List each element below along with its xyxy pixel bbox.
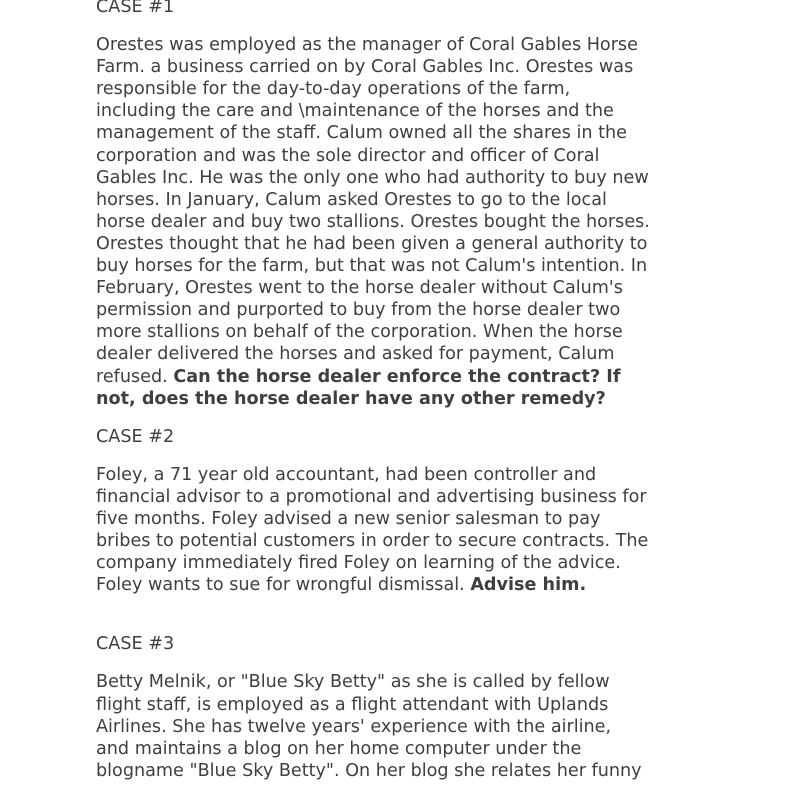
case-2-line: five months. Foley advised a new senior salesman to pay [96, 508, 601, 529]
case-3-heading: CASE #3 [96, 634, 175, 655]
case-1-line: horses. In January, Calum asked Orestes to go to the local [96, 189, 607, 210]
case-1-plain-text: refused. [96, 366, 174, 387]
case-1-question-line [96, 366, 716, 388]
case-1-line: dealer delivered the horses and asked for payment, Calum [96, 344, 615, 365]
document-page [96, 0, 716, 782]
case-2-line: company immediately fired Foley on learning of the advice. [96, 553, 621, 574]
case-2-line: financial advisor to a promotional and advertising business for [96, 486, 647, 507]
case-1-line: Gables Inc. He was the only one who had authority to buy new [96, 167, 649, 188]
case-1-line: February, Orestes went to the horse dealer without Calum's [96, 278, 623, 299]
case-3-body [96, 671, 716, 781]
case-1-question: Can the horse dealer enforce the contract? If [173, 366, 621, 387]
case-2-line: Foley, a 71 year old accountant, had been controller and [96, 464, 597, 485]
case-2-heading: CASE #2 [96, 426, 175, 447]
case-1-question-continued: not, does the horse dealer have any other remedy? [96, 388, 606, 409]
case-2-plain-text: Foley wants to sue for wrongful dismissal. [96, 575, 471, 596]
case-1-body [96, 34, 716, 410]
case-1-line: Farm. a business carried on by Coral Gables Inc. Orestes was [96, 57, 634, 78]
case-1-line: including the care and \maintenance of the horses and the [96, 101, 614, 122]
case-2-question-line [96, 574, 716, 596]
case-1-line: Orestes was employed as the manager of Coral Gables Horse [96, 35, 638, 56]
case-2-line: bribes to potential customers in order to secure contracts. The [96, 531, 649, 552]
case-2-body [96, 464, 716, 597]
case-1-line: responsible for the day-to-day operations of the farm, [96, 79, 571, 100]
spacer [96, 596, 716, 633]
case-1-line: buy horses for the farm, but that was not Calum's intention. In [96, 256, 648, 277]
case-2-question: Advise him. [470, 575, 587, 596]
case-2-section [96, 426, 716, 597]
case-3-line: Airlines. She has twelve years' experience with the airline, [96, 716, 612, 737]
case-1-section [96, 0, 716, 410]
case-3-line: flight staff, is employed as a flight attendant with Uplands [96, 694, 609, 715]
case-1-line: more stallions on behalf of the corporation. When the horse [96, 322, 623, 343]
case-1-line: horse dealer and buy two stallions. Orestes bought the horses. [96, 211, 650, 232]
case-3-section [96, 633, 716, 782]
case-3-line: blogname "Blue Sky Betty". On her blog she relates her funny [96, 760, 642, 781]
case-1-line: permission and purported to buy from the horse dealer two [96, 300, 621, 321]
case-3-line: Betty Melnik, or "Blue Sky Betty" as she is called by fellow [96, 672, 610, 693]
case-1-line: management of the staff. Calum owned all the shares in the [96, 123, 627, 144]
case-3-line: and maintains a blog on her home computer under the [96, 738, 582, 759]
case-1-line: corporation and was the sole director and officer of Coral [96, 145, 600, 166]
case-1-heading: CASE #1 [96, 0, 175, 17]
spacer [96, 410, 716, 426]
case-1-line: Orestes thought that he had been given a general authority to [96, 233, 648, 254]
